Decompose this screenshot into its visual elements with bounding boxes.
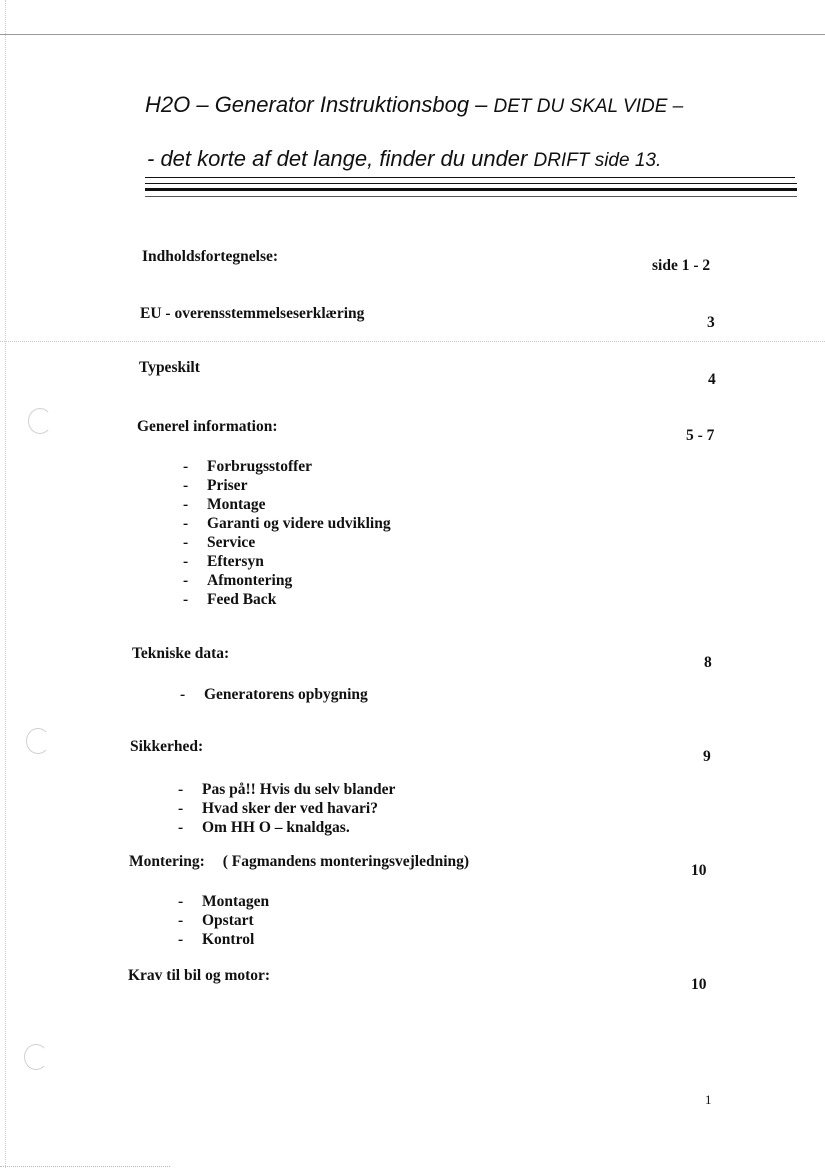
toc-entry-indholdsfortegnelse: Indholdsfortegnelse: [142, 248, 279, 265]
document-title-line-2 [147, 146, 661, 172]
toc-page-eu: 3 [707, 314, 715, 331]
toc-entry-typeskilt: Typeskilt [139, 359, 200, 376]
toc-entry-tekniske: Tekniske data: [132, 645, 230, 662]
scan-fold-line [0, 341, 825, 343]
toc-subitem: - Montagen [178, 893, 270, 910]
toc-subitem: - Service [183, 534, 256, 551]
punch-hole-mark [26, 728, 50, 754]
toc-subitem: - Hvad sker der ved havari? [178, 800, 378, 817]
subtitle-text: - det korte af det lange, finder du under [147, 146, 534, 171]
toc-page-montering: 10 [691, 862, 707, 879]
toc-subitem: - Opstart [178, 912, 254, 929]
scan-border-top [0, 34, 825, 35]
toc-entry-eu: EU - overensstemmelseserklæring [140, 305, 365, 322]
title-main: H2O – Generator Instruktionsbog – [145, 92, 494, 117]
toc-subitem: - Priser [183, 477, 248, 494]
header-rule-thick [145, 188, 797, 191]
montering-label: Montering: [129, 853, 205, 870]
toc-subitem: - Garanti og videre udvikling [183, 515, 391, 532]
toc-page-krav: 10 [691, 976, 707, 993]
toc-subitem: - Feed Back [183, 591, 277, 608]
toc-page-generel: 5 - 7 [686, 427, 715, 444]
toc-page-indholdsfortegnelse: side 1 - 2 [652, 257, 711, 274]
toc-subitem: - Om HH O – knaldgas. [178, 819, 350, 836]
montering-note: ( Fagmandens monteringsvejledning) [222, 853, 470, 870]
page-number: 1 [705, 1092, 712, 1107]
toc-subitem: - Montage [183, 496, 266, 513]
toc-subitem: - Generatorens opbygning [180, 686, 368, 703]
toc-subitem: - Pas på!! Hvis du selv blander [178, 781, 396, 798]
toc-subitem: - Forbrugsstoffer [183, 458, 313, 475]
subtitle-caps: DRIFT side 13. [533, 150, 662, 171]
toc-entry-krav: Krav til bil og motor: [128, 967, 271, 984]
toc-subitem: - Kontrol [178, 931, 255, 948]
toc-entry-generel: Generel information: [137, 418, 278, 435]
toc-page-sikkerhed: 9 [703, 748, 711, 765]
toc-page-tekniske: 8 [704, 654, 712, 671]
header-rule-thin [145, 177, 795, 178]
document-title-line-1 [145, 92, 683, 118]
punch-hole-mark [24, 1044, 48, 1070]
punch-hole-mark [28, 408, 52, 434]
toc-subitem: - Afmontering [183, 572, 293, 589]
toc-page-typeskilt: 4 [708, 371, 716, 388]
toc-entry-montering [129, 853, 469, 871]
toc-entry-sikkerhed: Sikkerhed: [130, 738, 204, 755]
header-rule-thin [145, 196, 797, 197]
toc-subitem: - Eftersyn [183, 553, 264, 570]
scan-border-left [5, 0, 7, 1168]
title-caps: DET DU SKAL VIDE – [493, 96, 684, 117]
header-rule-thin [145, 183, 797, 184]
